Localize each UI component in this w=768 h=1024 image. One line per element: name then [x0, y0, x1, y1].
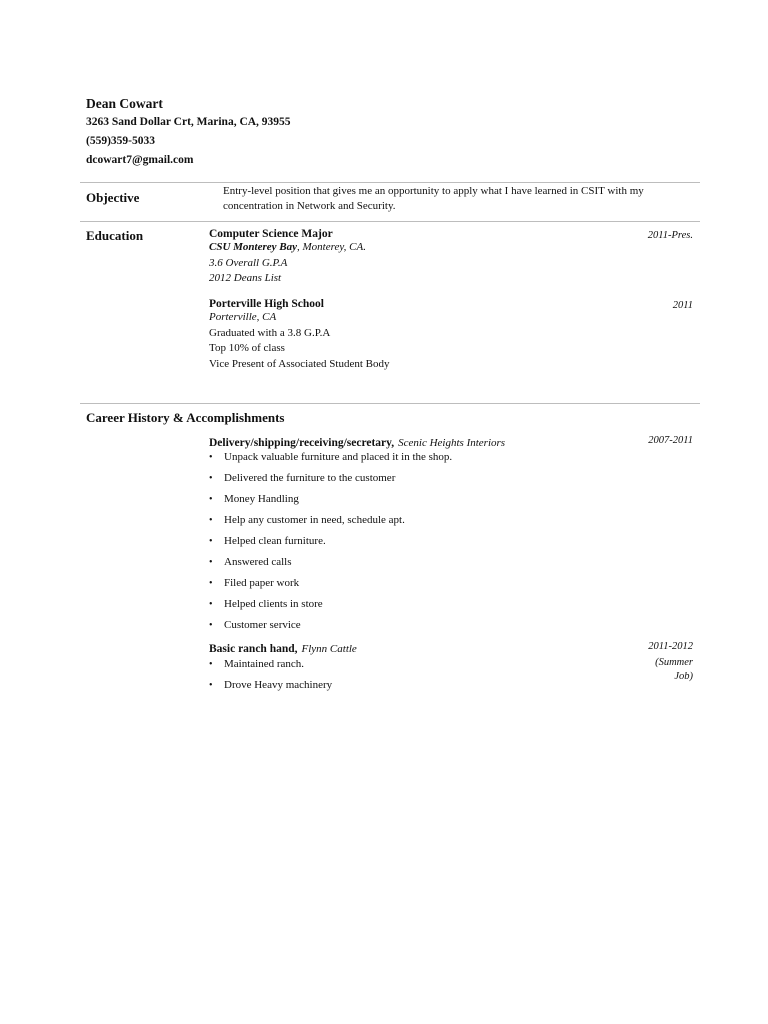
job-title: Delivery/shipping/receiving/secretary, — [209, 437, 395, 449]
email: dcowart7@gmail.com — [86, 154, 194, 166]
objective-text: Entry-level position that gives me an opportunity to apply what I have learned in CSIT with my concentration in Network and Security. — [223, 185, 644, 212]
career-heading: Career History & Accomplishments — [86, 410, 285, 425]
job-date-note: (Summer — [655, 657, 693, 668]
list-item: • Filed paper work — [209, 577, 300, 589]
school-title: Porterville High School — [209, 298, 324, 310]
employer: Scenic Heights Interiors — [398, 437, 506, 449]
list-item: • Money Handling — [209, 493, 299, 505]
objective-heading: Objective — [86, 190, 140, 205]
education-date: 2011 — [672, 300, 693, 311]
phone: (559)359-5033 — [86, 135, 155, 147]
contact-header — [86, 94, 291, 170]
list-item: • Unpack valuable furniture and placed it in the shop. — [209, 451, 453, 463]
education-detail: Vice Present of Associated Student Body — [209, 357, 390, 370]
job-date-note: Job) — [674, 671, 693, 682]
job-date: 2011-2012 — [648, 641, 693, 652]
divider — [80, 403, 700, 404]
employer: Flynn Cattle — [301, 643, 357, 655]
education-detail: Top 10% of class — [209, 342, 285, 354]
job-heading — [209, 639, 693, 658]
list-item: • Helped clients in store — [209, 598, 323, 610]
list-item: • Helped clean furniture. — [209, 535, 326, 547]
address: 3263 Sand Dollar Crt, Marina, CA, 93955 — [86, 116, 291, 128]
education-entry — [209, 228, 693, 287]
job-date: 2007-2011 — [648, 435, 693, 446]
school-location: , Monterey, CA. — [297, 241, 366, 253]
applicant-name: Dean Cowart — [86, 96, 163, 111]
education-entry — [209, 298, 693, 372]
list-item: • Customer service — [209, 619, 301, 631]
list-item: • Answered calls — [209, 556, 292, 568]
job-duties — [209, 450, 629, 639]
list-item: • Drove Heavy machinery — [209, 679, 333, 691]
education-heading: Education — [86, 228, 144, 243]
job-title: Basic ranch hand, — [209, 643, 298, 655]
school-name: CSU Monterey Bay — [209, 241, 297, 253]
divider — [80, 221, 700, 222]
list-item: • Delivered the furniture to the customer — [209, 472, 396, 484]
education-date: 2011-Pres. — [647, 230, 693, 241]
degree-title: Computer Science Major — [209, 228, 333, 240]
list-item: • Help any customer in need, schedule apt. — [209, 514, 405, 526]
list-item: • Maintained ranch. — [209, 658, 305, 670]
school-location: Porterville, CA — [209, 311, 277, 323]
education-detail: 2012 Deans List — [209, 272, 282, 284]
divider — [80, 182, 700, 183]
education-detail: Graduated with a 3.8 G.P.A — [209, 326, 331, 339]
education-detail: 3.6 Overall G.P.A — [209, 256, 288, 269]
job-heading — [209, 433, 693, 452]
job-duties — [209, 657, 629, 699]
